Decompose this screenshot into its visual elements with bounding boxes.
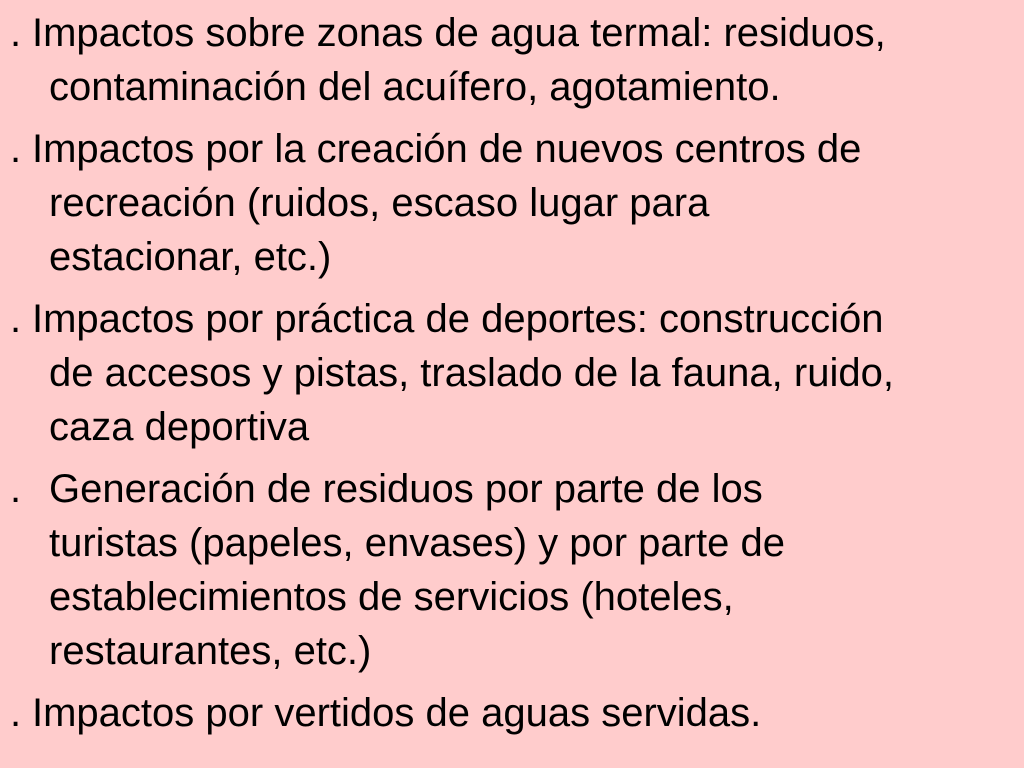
bullet-line: Impactos por la creación de nuevos centros de (32, 127, 862, 171)
bullet-item-sports (10, 292, 1014, 454)
bullet-line: Impactos por vertidos de aguas servidas. (32, 691, 762, 735)
bullet-item-thermal-water (10, 6, 1014, 114)
bullet-marker: . (10, 297, 22, 341)
bullet-marker: . (10, 467, 22, 511)
bullet-line: caza deportiva (49, 405, 310, 449)
bullet-line: Impactos sobre zonas de agua termal: residuos, (32, 11, 886, 55)
bullet-line: Impactos por práctica de deportes: construcción (32, 297, 884, 341)
bullet-marker: . (10, 11, 22, 55)
bullet-line: recreación (ruidos, escaso lugar para (49, 181, 710, 225)
bullet-line: estacionar, etc.) (49, 235, 332, 279)
bullet-line: restaurantes, etc.) (49, 629, 372, 673)
bullet-marker: . (10, 127, 22, 171)
bullet-marker: . (10, 691, 22, 735)
bullet-item-waste-generation (10, 462, 1014, 678)
bullet-item-recreation-centers (10, 122, 1014, 284)
bullet-line: establecimientos de servicios (hoteles, (49, 575, 734, 619)
bullet-line: de accesos y pistas, traslado de la fauna, ruido, (49, 351, 894, 395)
bullet-item-wastewater (10, 686, 1014, 740)
bullet-line: contaminación del acuífero, agotamiento. (49, 65, 781, 109)
bullet-line: Generación de residuos por parte de los (49, 467, 763, 511)
bullet-line: turistas (papeles, envases) y por parte de (49, 521, 785, 565)
